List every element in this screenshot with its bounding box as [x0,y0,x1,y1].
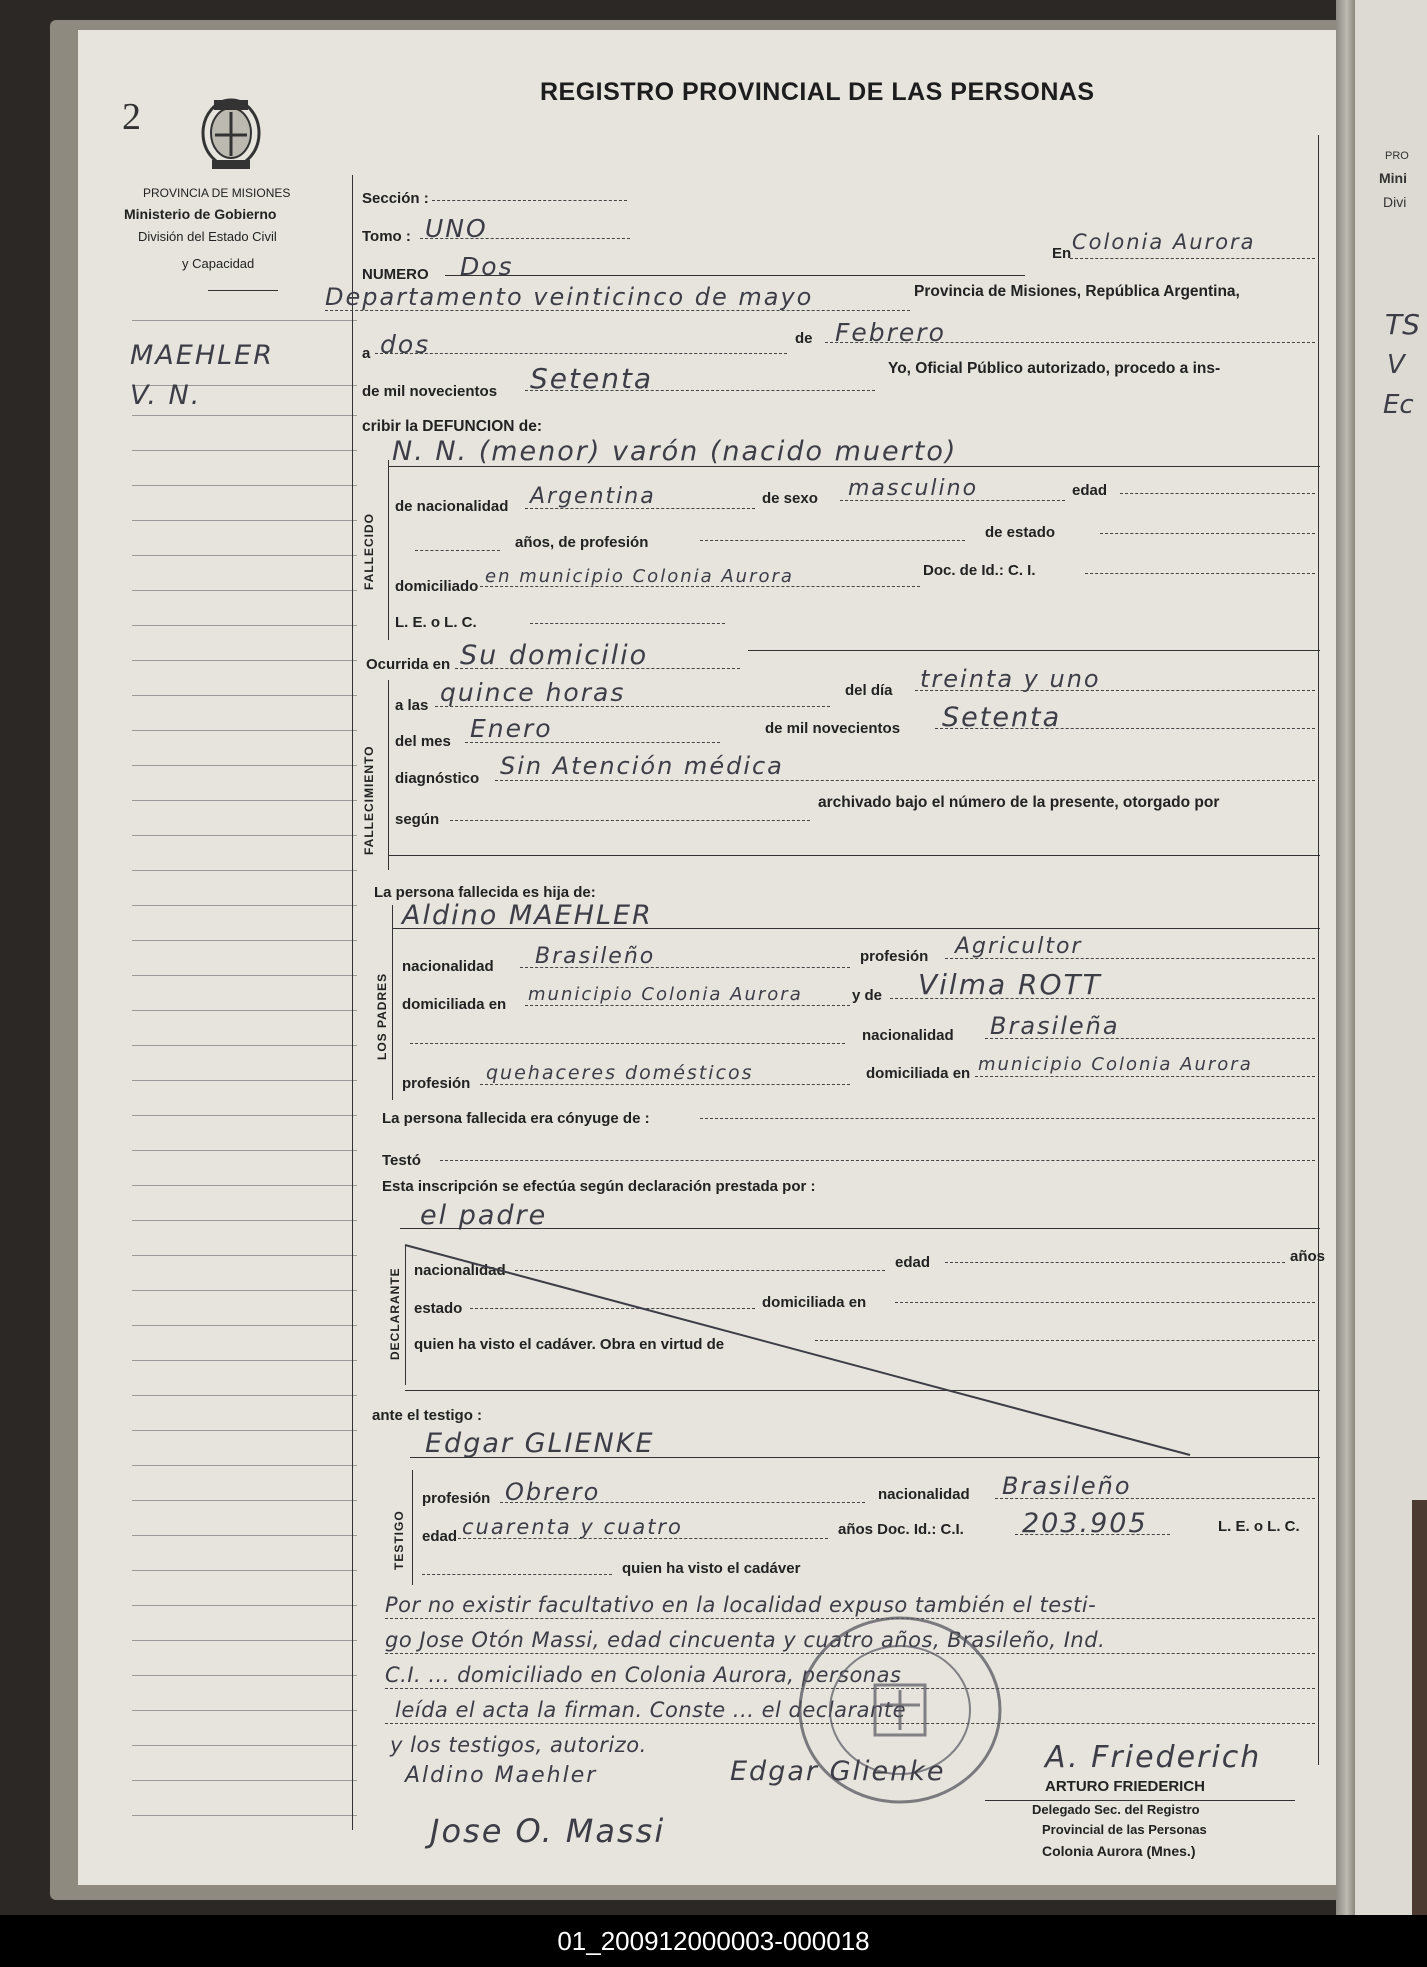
testigo-edad-label: edad [422,1528,458,1545]
doc-id-label: Doc. de Id.: C. I. [923,562,1036,579]
madre-nombre: Vilma ROTT [918,968,1102,1001]
fallecido-bracket [388,460,389,640]
anios-profesion-label: años, de profesión [515,534,649,551]
padre-domiciliada-label: domiciliada en [402,996,507,1013]
ocurrida-line [455,668,740,669]
signature-second-witness: Jose O. Massi [430,1812,666,1850]
fallecido-nombre-line [388,466,1320,467]
testigo-profesion-value: Obrero [505,1478,601,1506]
le-lc-line [530,623,725,624]
inscribir-label: cribir la DEFUNCION de: [362,418,542,435]
doc-id-line [1085,573,1315,574]
note-line-4: leída el acta la firman. Conste ... el declarante [395,1698,906,1722]
segun-label: según [395,811,440,828]
en-line [1070,258,1315,259]
padre-domicilio-line [525,1005,850,1006]
declarante-section-label: DECLARANTE [388,1267,402,1360]
testigo-le-label: L. E. o L. C. [1218,1518,1300,1535]
ocurrida-value: Su domicilio [460,640,649,671]
le-lc-label: L. E. o L. C. [395,614,477,631]
fallecido-section-label: FALLECIDO [362,513,376,590]
background-shadow [1412,1500,1427,1915]
domiciliado-value: en municipio Colonia Aurora [485,566,794,587]
official-title-1: Delegado Sec. del Registro [1032,1802,1200,1817]
org-underline [208,290,278,291]
ocurrida-line-2 [748,650,1320,651]
estado-line [1100,533,1315,534]
tomo-label: Tomo : [362,228,411,245]
image-id-footer: 01_200912000003-000018 [0,1915,1427,1967]
padres-section-label: LOS PADRES [375,972,389,1060]
padre-profesion-line [945,958,1315,959]
testigo-edad-line [458,1538,828,1539]
padre-profesion-label: profesión [860,948,929,965]
testigo-nacionalidad-value: Brasileño [1002,1472,1132,1500]
madre-domiciliada-label: domiciliada en [866,1065,971,1082]
fecha-mes-line [465,742,720,743]
mes-line [825,342,1315,343]
sexo-line [840,500,1065,501]
del-dia-label: del día [845,682,893,699]
provincia-label: Provincia de Misiones, República Argentina, [914,283,1240,300]
padre-nombre-line [392,928,1320,929]
padre-profesion-value: Agricultor [955,934,1083,959]
fecha-dia-line [915,690,1315,691]
testigo-edad-value: cuarenta y cuatro [462,1515,683,1539]
a-las-label: a las [395,697,429,714]
archivado-label: archivado bajo el número de la presente, otorgado por [818,794,1220,811]
note-line-1: Por no existir facultativo en la localidad expuso también el testi- [385,1593,1097,1617]
hija-label: La persona fallecida es hija de: [374,884,596,901]
note-line-5: y los testigos, autorizo. [390,1733,647,1757]
testigo-visto-label: quien ha visto el cadáver [622,1560,801,1577]
facing-hw-1: TS [1385,308,1420,341]
facing-text-1: PRO [1385,150,1409,162]
a-label: a [362,345,371,362]
de-label: de [795,330,813,347]
fallecimiento-bracket [388,680,389,870]
dec-edad-label: edad [895,1254,931,1271]
en-value: Colonia Aurora [1072,230,1256,254]
tomo-value: UNO [425,214,488,243]
official-name: ARTURO FRIEDERICH [1045,1778,1205,1795]
fallecimiento-section-label: FALLECIMIENTO [362,745,376,855]
domiciliado-line [480,586,920,587]
diagnostico-label: diagnóstico [395,770,480,787]
madre-profesion-value: quehaceres domésticos [486,1062,754,1084]
madre-nacionalidad-label: nacionalidad [862,1027,954,1044]
facing-text-3: Divi [1383,194,1407,210]
signature-official: A. Friederich [1045,1740,1262,1775]
padre-nombre: Aldino MAEHLER [402,900,653,931]
testigo-profesion-label: profesión [422,1490,491,1507]
official-title-3: Colonia Aurora (Mnes.) [1042,1843,1196,1859]
madre-nacionalidad-line [985,1038,1315,1039]
dia-value: dos [380,330,431,359]
testigo-profesion-line [500,1502,865,1503]
padres-bracket [392,905,393,1100]
org-province: PROVINCIA DE MISIONES [143,186,291,200]
testigo-nacionalidad-label: nacionalidad [878,1486,970,1503]
declarante-value: el padre [420,1200,548,1231]
testigo-nacionalidad-line [995,1498,1315,1499]
testo-line [440,1160,1315,1161]
mil-novecientos-label: de mil novecientos [362,383,498,400]
signature-testigo: Edgar Glienke [730,1756,946,1787]
testo-label: Testó [382,1152,421,1169]
departamento-line [325,310,910,311]
testigo-visto-line [422,1574,612,1575]
testigo-nombre-line [410,1457,1320,1458]
facing-hw-3: Ec [1383,390,1414,420]
mil-novecientos-label-2: de mil novecientos [765,720,901,737]
note-line-2: go Jose Otón Massi, edad cincuenta y cuatro años, Brasileño, Ind. [385,1628,1106,1652]
madre-nombre-line [890,998,1315,999]
coat-of-arms-icon [190,90,272,172]
conyuge-line [700,1118,1315,1119]
profesion-line [700,540,965,541]
margin-initials: V. N. [130,380,202,411]
madre-nacionalidad-value: Brasileña [990,1012,1120,1040]
ante-testigo-label: ante el testigo : [372,1407,483,1424]
hora-line [435,706,830,707]
edad-label: edad [1072,482,1108,499]
dec-domiciliada-label: domiciliada en [762,1294,867,1311]
cancellation-stroke [400,1240,1200,1460]
anio-value: Setenta [530,362,654,395]
dia-line [375,353,787,354]
padre-nacionalidad-label: nacionalidad [402,958,494,975]
y-de-label: y de [852,987,883,1004]
testigo-section-label: TESTIGO [392,1510,406,1570]
org-capacity: y Capacidad [182,256,255,271]
org-ministry: Ministerio de Gobierno [124,206,277,222]
madre-blank-line [410,1043,845,1044]
estado-label: de estado [985,524,1056,541]
diagnostico-line [495,780,1315,781]
segun-line [450,820,810,821]
signature-padre: Aldino Maehler [405,1763,598,1788]
seccion-label: Sección : [362,190,429,207]
diagnostico-value: Sin Atención médica [500,752,784,780]
anio-line [525,390,875,391]
tomo-line [420,238,630,239]
document-title: REGISTRO PROVINCIAL DE LAS PERSONAS [540,78,1095,106]
numero-value: Dos [460,252,514,281]
testigo-doc-value: 203.905 [1022,1508,1148,1539]
nacionalidad-value: Argentina [530,484,656,509]
fallecimiento-end-line [388,855,1320,856]
facing-hw-2: V [1387,350,1405,380]
hora-value: quince horas [440,678,626,707]
sexo-label: de sexo [762,490,818,507]
official-underline [985,1800,1295,1801]
testigo-bracket [412,1470,413,1585]
official-title-2: Provincial de las Personas [1042,1822,1207,1837]
madre-domicilio-value: municipio Colonia Aurora [978,1054,1253,1075]
padre-nacionalidad-line [520,967,850,968]
fecha-dia-value: treinta y uno [920,665,1101,693]
mes-value: Febrero [835,318,946,347]
org-division: División del Estado Civil [138,229,277,244]
dec-visto-label: quien ha visto el cadáver. Obra en virtud de [414,1336,725,1353]
testigo-doc-label: años Doc. Id.: C.I. [838,1521,964,1538]
testigo-doc-line [1015,1534,1170,1535]
dec-nacionalidad-label: nacionalidad [414,1262,506,1279]
declarante-line [400,1228,1320,1229]
anios-line [415,550,500,551]
sexo-value: masculino [848,476,979,501]
fecha-anio-value: Setenta [942,702,1062,733]
form-frame-right [1318,135,1319,1765]
form-frame-left [352,175,353,1830]
note-line-3: C.I. ... domiciliado en Colonia Aurora, personas [385,1663,902,1687]
madre-domicilio-line [975,1076,1315,1077]
del-mes-label: del mes [395,733,451,750]
nacionalidad-label: de nacionalidad [395,498,509,515]
fallecido-nombre: N. N. (menor) varón (nacido muerto) [392,436,958,467]
numero-label: NUMERO [362,266,429,283]
padre-nacionalidad-value: Brasileño [535,944,656,969]
numero-line [445,275,1025,276]
departamento-value: Departamento veinticinco de mayo [325,283,814,311]
en-label: En [1052,245,1072,262]
margin-surname: MAEHLER [130,340,274,371]
oficial-label: Yo, Oficial Público autorizado, procedo a ins- [888,360,1221,377]
ocurrida-label: Ocurrida en [366,656,451,673]
fecha-mes-value: Enero [470,714,553,743]
madre-profesion-label: profesión [402,1075,471,1092]
padre-domicilio-value: municipio Colonia Aurora [528,984,803,1005]
conyuge-label: La persona fallecida era cónyuge de : [382,1110,650,1127]
facing-text-2: Mini [1379,170,1407,186]
inscripcion-label: Esta inscripción se efectúa según declaración prestada por : [382,1178,816,1195]
seccion-line [432,200,627,201]
dec-estado-label: estado [414,1300,463,1317]
madre-profesion-line [480,1084,850,1085]
testigo-nombre: Edgar GLIENKE [425,1428,655,1459]
page-number: 2 [122,96,141,138]
dec-anios-label: años [1290,1248,1326,1265]
edad-line [1120,493,1315,494]
nacionalidad-line [525,508,755,509]
domiciliado-label: domiciliado [395,578,479,595]
fecha-anio-line [935,728,1315,729]
